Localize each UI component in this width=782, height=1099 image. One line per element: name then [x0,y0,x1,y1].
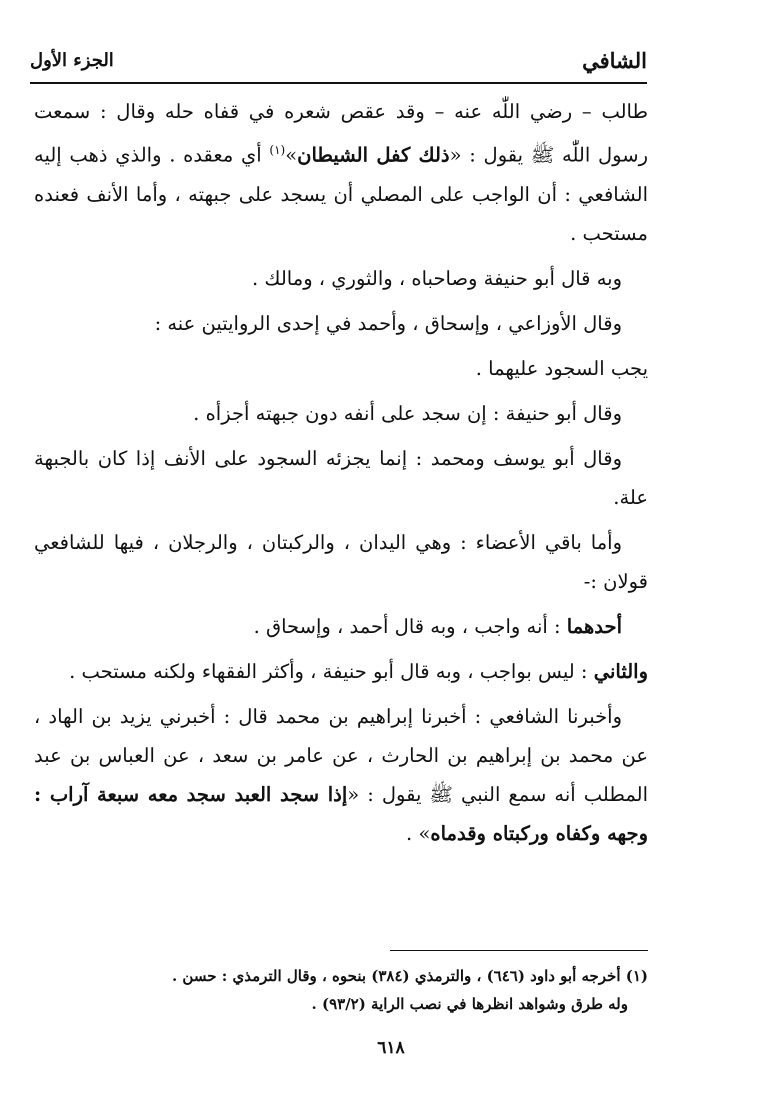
paragraph-3: وقال الأوزاعي ، وإسحاق ، وأحمد في إحدى الروايتين عنه : [154,311,622,335]
paragraph-9: والثاني : ليس بواجب ، وبه قال أبو حنيفة ، وأكثر الفقهاء ولكنه مستحب . [69,659,648,683]
paragraph-1: طالب – رضي اللّٰه عنه – وقد عقص شعره في قفاه حله وقال : سمعت رسول اللّٰه ﷺ يقول : «ذلك كفل الشيطان»$^{(١)}$ أي معقده . والذي ذهب إليه الشافعي : أن الواجب على المصلي أن يسجد على جبهته ، وأما الأنف فعنده مستحب . [34,100,648,245]
paragraph-2: وبه قال أبو حنيفة وصاحباه ، والثوري ، ومالك . [252,266,622,290]
book-title: الشافي [582,48,647,73]
opinion-2-label: والثاني [593,659,648,683]
footnotes [120,962,648,1018]
footnote-1-continuation: وله طرق وشواهد انظرها في نصب الراية (٩٣/٢) . [311,995,628,1013]
footnote-1: (١) أخرجه أبو داود (٦٤٦) ، والترمذي (٣٨٤) بنحوه ، وقال الترمذي : حسن . [171,967,648,985]
paragraph-10: وأخبرنا الشافعي : أخبرنا إبراهيم بن محمد قال : أخبرني يزيد بن الهاد ، عن محمد بن إبراهيم بن الحارث ، عن عامر بن سعد ، عن العباس بن عبد المطلب أنه سمع النبي ﷺ يقول : «إذا سجد العبد سجد معه سبعة آراب : وجهه وكفاه وركبتاه وقدماه» . [34,704,648,845]
paragraph-4: يجب السجود عليهما . [475,356,648,380]
footnote-divider [390,950,648,951]
paragraph-8: أحدهما : أنه واجب ، وبه قال أحمد ، وإسحاق . [253,614,622,638]
main-text [34,92,648,859]
page-number: ٦١٨ [377,1038,405,1058]
paragraph-5: وقال أبو حنيفة : إن سجد على أنفه دون جبهته أجزأه . [193,401,622,425]
paragraph-7: وأما باقي الأعضاء : وهي اليدان ، والركبتان ، والرجلان ، فيها للشافعي قولان :- [34,530,648,593]
running-header [30,42,647,84]
hadith-quote-2: إذا سجد العبد سجد معه سبعة آراب : وجهه وكفاه وركبتاه وقدماه [34,782,648,845]
opinion-1-label: أحدهما [566,614,622,638]
paragraph-6: وقال أبو يوسف ومحمد : إنما يجزئه السجود على الأنف إذا كان بالجبهة علة. [34,446,648,509]
footnote-ref-1[interactable]: (١) [269,143,286,157]
hadith-quote-1: ذلك كفل الشيطان [297,143,450,167]
part-label: الجزء الأول [30,50,114,71]
